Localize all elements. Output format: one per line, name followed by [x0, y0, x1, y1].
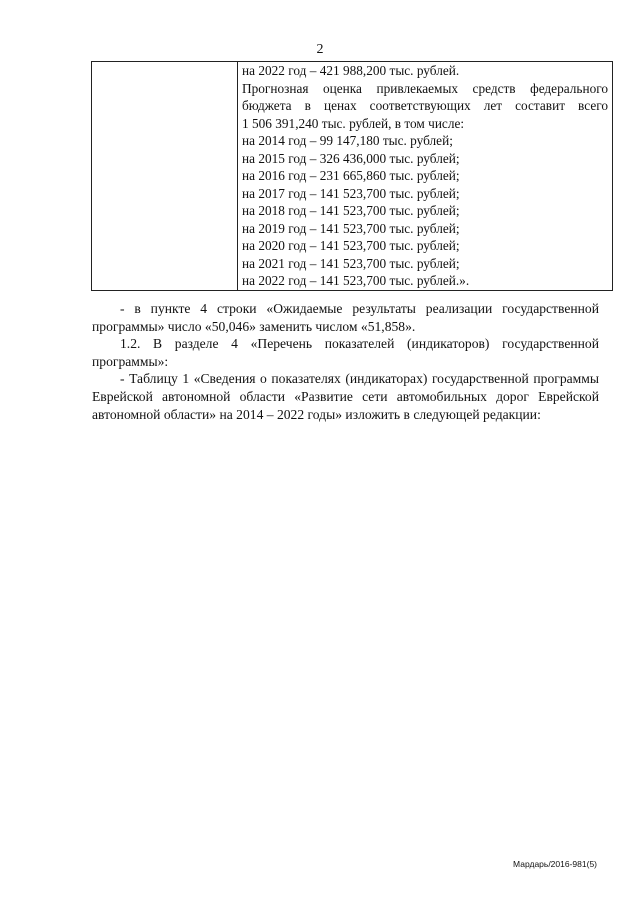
- table-line-federal-total: 1 506 391,240 тыс. рублей, в том числе:: [242, 115, 465, 131]
- table-line-2021: на 2021 год – 141 523,700 тыс. рублей;: [242, 255, 460, 271]
- table-left-cell: [92, 62, 238, 291]
- table-line-2020: на 2020 год – 141 523,700 тыс. рублей;: [242, 238, 460, 253]
- table-line-2018: на 2018 год – 141 523,700 тыс. рублей;: [242, 203, 460, 218]
- table-line-federal-estimate: Прогнозная оценка привлекаемых средств федерального: [242, 80, 608, 96]
- table-right-cell: [238, 62, 613, 291]
- table-line-2015: на 2015 год – 326 436,000 тыс. рублей;: [242, 150, 460, 166]
- table-line-2016: на 2016 год – 231 665,860 тыс. рублей;: [242, 168, 460, 183]
- paragraph-section-4: 1.2. В разделе 4 «Перечень показателей (индикаторов) государственной программы»:: [92, 336, 599, 369]
- table-line-federal-budget: бюджета в ценах соответствующих лет составит всего: [242, 98, 608, 113]
- body-text: [92, 300, 599, 423]
- table-line-2017: на 2017 год – 141 523,700 тыс. рублей;: [242, 185, 460, 201]
- page-number: 2: [316, 42, 324, 57]
- table-line-2014: на 2014 год – 99 147,180 тыс. рублей;: [242, 133, 453, 148]
- budget-table: [91, 61, 613, 291]
- table-line-2022: на 2022 год – 141 523,700 тыс. рублей.».: [242, 273, 470, 288]
- paragraph-table-1: - Таблицу 1 «Сведения о показателях (индикаторах) государственной программы Еврейской автономной области «Развитие сети автомобильных дорог Еврейской автономной области» на 2014 – 2022 годы» изложить в следующей редакции:: [92, 371, 599, 422]
- table-line-2019: на 2019 год – 141 523,700 тыс. рублей;: [242, 220, 460, 236]
- table-row: [92, 62, 613, 291]
- table-line-2022-total: на 2022 год – 421 988,200 тыс. рублей.: [242, 63, 460, 78]
- footer-document-code: Мардарь/2016-981(5): [513, 859, 597, 869]
- paragraph-item-4-change: - в пункте 4 строки «Ожидаемые результаты реализации государственной программы» число «50,046» заменить числом «51,858».: [92, 301, 599, 334]
